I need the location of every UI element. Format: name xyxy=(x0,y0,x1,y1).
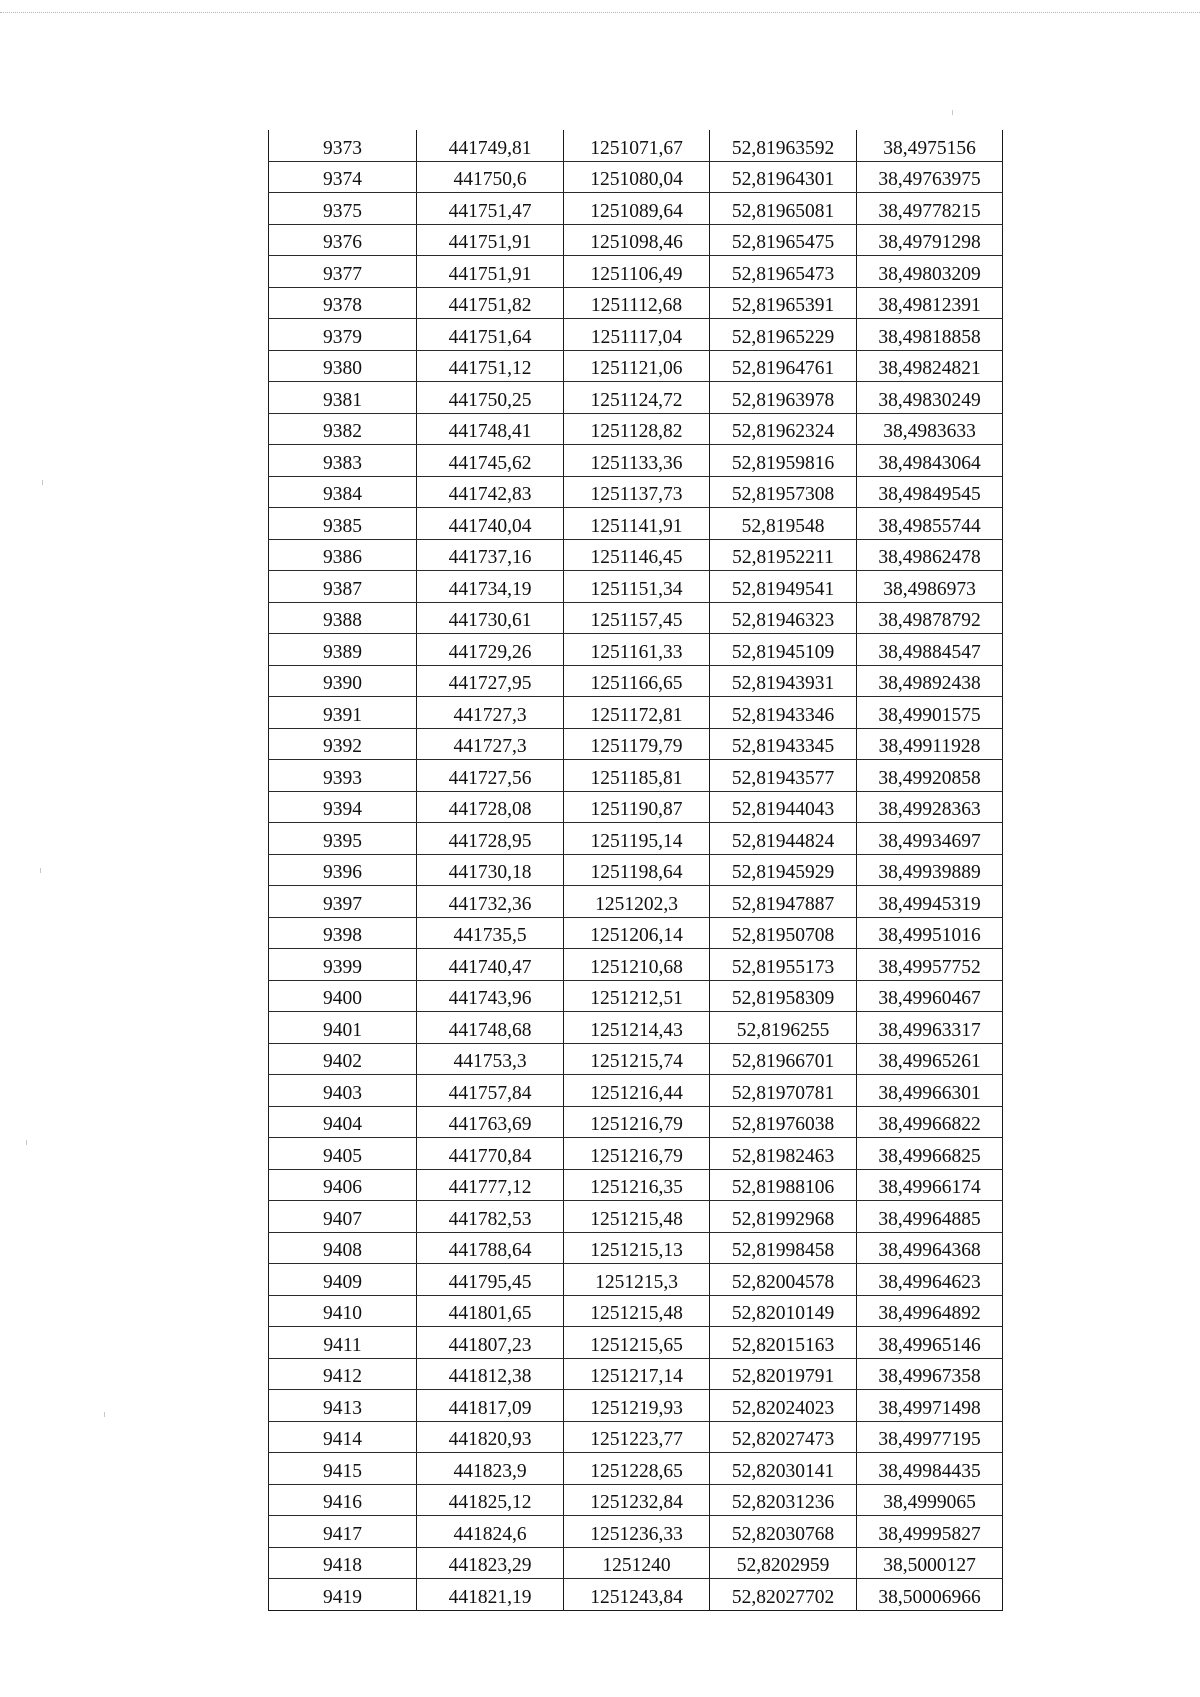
y-coordinate-cell: 1251121,06 xyxy=(564,350,710,382)
x-coordinate-cell: 441770,84 xyxy=(417,1138,564,1170)
y-coordinate-cell: 1251141,91 xyxy=(564,508,710,540)
table-row xyxy=(269,1327,1003,1359)
point-number-cell: 9392 xyxy=(269,728,417,760)
table-row xyxy=(269,886,1003,918)
x-coordinate-cell: 441734,19 xyxy=(417,571,564,603)
longitude-cell: 38,49901575 xyxy=(857,697,1003,729)
point-number-cell: 9417 xyxy=(269,1516,417,1548)
table-row xyxy=(269,949,1003,981)
y-coordinate-cell: 1251215,48 xyxy=(564,1295,710,1327)
x-coordinate-cell: 441743,96 xyxy=(417,980,564,1012)
y-coordinate-cell: 1251198,64 xyxy=(564,854,710,886)
longitude-cell: 38,49971498 xyxy=(857,1390,1003,1422)
point-number-cell: 9375 xyxy=(269,193,417,225)
longitude-cell: 38,49960467 xyxy=(857,980,1003,1012)
latitude-cell: 52,82024023 xyxy=(710,1390,857,1422)
y-coordinate-cell: 1251216,44 xyxy=(564,1075,710,1107)
latitude-cell: 52,82010149 xyxy=(710,1295,857,1327)
longitude-cell: 38,49812391 xyxy=(857,287,1003,319)
latitude-cell: 52,81965229 xyxy=(710,319,857,351)
longitude-cell: 38,50006966 xyxy=(857,1579,1003,1611)
x-coordinate-cell: 441737,16 xyxy=(417,539,564,571)
y-coordinate-cell: 1251190,87 xyxy=(564,791,710,823)
table-row xyxy=(269,287,1003,319)
longitude-cell: 38,49884547 xyxy=(857,634,1003,666)
latitude-cell: 52,82015163 xyxy=(710,1327,857,1359)
table-row xyxy=(269,1295,1003,1327)
longitude-cell: 38,49818858 xyxy=(857,319,1003,351)
x-coordinate-cell: 441751,91 xyxy=(417,256,564,288)
x-coordinate-cell: 441728,95 xyxy=(417,823,564,855)
latitude-cell: 52,81946323 xyxy=(710,602,857,634)
table-row xyxy=(269,1201,1003,1233)
point-number-cell: 9409 xyxy=(269,1264,417,1296)
latitude-cell: 52,81998458 xyxy=(710,1232,857,1264)
point-number-cell: 9418 xyxy=(269,1547,417,1579)
table-row xyxy=(269,854,1003,886)
point-number-cell: 9382 xyxy=(269,413,417,445)
longitude-cell: 38,49928363 xyxy=(857,791,1003,823)
point-number-cell: 9374 xyxy=(269,161,417,193)
x-coordinate-cell: 441729,26 xyxy=(417,634,564,666)
x-coordinate-cell: 441732,36 xyxy=(417,886,564,918)
latitude-cell: 52,81950708 xyxy=(710,917,857,949)
point-number-cell: 9384 xyxy=(269,476,417,508)
longitude-cell: 38,49951016 xyxy=(857,917,1003,949)
latitude-cell: 52,8196255 xyxy=(710,1012,857,1044)
longitude-cell: 38,49995827 xyxy=(857,1516,1003,1548)
point-number-cell: 9398 xyxy=(269,917,417,949)
point-number-cell: 9408 xyxy=(269,1232,417,1264)
table-row xyxy=(269,1453,1003,1485)
longitude-cell: 38,49830249 xyxy=(857,382,1003,414)
table-row xyxy=(269,319,1003,351)
point-number-cell: 9403 xyxy=(269,1075,417,1107)
x-coordinate-cell: 441730,61 xyxy=(417,602,564,634)
table-row xyxy=(269,791,1003,823)
y-coordinate-cell: 1251212,51 xyxy=(564,980,710,1012)
point-number-cell: 9401 xyxy=(269,1012,417,1044)
y-coordinate-cell: 1251151,34 xyxy=(564,571,710,603)
longitude-cell: 38,49843064 xyxy=(857,445,1003,477)
latitude-cell: 52,81965391 xyxy=(710,287,857,319)
point-number-cell: 9402 xyxy=(269,1043,417,1075)
longitude-cell: 38,49892438 xyxy=(857,665,1003,697)
scan-speck xyxy=(952,110,953,115)
point-number-cell: 9386 xyxy=(269,539,417,571)
y-coordinate-cell: 1251206,14 xyxy=(564,917,710,949)
latitude-cell: 52,82030768 xyxy=(710,1516,857,1548)
table-row xyxy=(269,728,1003,760)
y-coordinate-cell: 1251080,04 xyxy=(564,161,710,193)
longitude-cell: 38,4983633 xyxy=(857,413,1003,445)
longitude-cell: 38,49934697 xyxy=(857,823,1003,855)
x-coordinate-cell: 441763,69 xyxy=(417,1106,564,1138)
point-number-cell: 9389 xyxy=(269,634,417,666)
latitude-cell: 52,81958309 xyxy=(710,980,857,1012)
y-coordinate-cell: 1251146,45 xyxy=(564,539,710,571)
y-coordinate-cell: 1251124,72 xyxy=(564,382,710,414)
x-coordinate-cell: 441757,84 xyxy=(417,1075,564,1107)
table-row xyxy=(269,256,1003,288)
table-row xyxy=(269,476,1003,508)
x-coordinate-cell: 441812,38 xyxy=(417,1358,564,1390)
point-number-cell: 9377 xyxy=(269,256,417,288)
latitude-cell: 52,81949541 xyxy=(710,571,857,603)
y-coordinate-cell: 1251161,33 xyxy=(564,634,710,666)
longitude-cell: 38,49977195 xyxy=(857,1421,1003,1453)
table-row xyxy=(269,539,1003,571)
x-coordinate-cell: 441728,08 xyxy=(417,791,564,823)
longitude-cell: 38,5000127 xyxy=(857,1547,1003,1579)
table-row xyxy=(269,1012,1003,1044)
latitude-cell: 52,81965081 xyxy=(710,193,857,225)
table-row xyxy=(269,823,1003,855)
x-coordinate-cell: 441727,3 xyxy=(417,697,564,729)
table-row xyxy=(269,917,1003,949)
point-number-cell: 9407 xyxy=(269,1201,417,1233)
longitude-cell: 38,49964892 xyxy=(857,1295,1003,1327)
latitude-cell: 52,81943577 xyxy=(710,760,857,792)
x-coordinate-cell: 441740,04 xyxy=(417,508,564,540)
latitude-cell: 52,81945109 xyxy=(710,634,857,666)
x-coordinate-cell: 441788,64 xyxy=(417,1232,564,1264)
latitude-cell: 52,81943346 xyxy=(710,697,857,729)
x-coordinate-cell: 441735,5 xyxy=(417,917,564,949)
y-coordinate-cell: 1251179,79 xyxy=(564,728,710,760)
longitude-cell: 38,49965261 xyxy=(857,1043,1003,1075)
x-coordinate-cell: 441823,9 xyxy=(417,1453,564,1485)
table-row xyxy=(269,1075,1003,1107)
longitude-cell: 38,49957752 xyxy=(857,949,1003,981)
point-number-cell: 9373 xyxy=(269,130,417,161)
longitude-cell: 38,49763975 xyxy=(857,161,1003,193)
y-coordinate-cell: 1251228,65 xyxy=(564,1453,710,1485)
longitude-cell: 38,49966174 xyxy=(857,1169,1003,1201)
point-number-cell: 9391 xyxy=(269,697,417,729)
x-coordinate-cell: 441823,29 xyxy=(417,1547,564,1579)
table-row xyxy=(269,760,1003,792)
latitude-cell: 52,81964761 xyxy=(710,350,857,382)
x-coordinate-cell: 441751,47 xyxy=(417,193,564,225)
longitude-cell: 38,49803209 xyxy=(857,256,1003,288)
y-coordinate-cell: 1251137,73 xyxy=(564,476,710,508)
point-number-cell: 9396 xyxy=(269,854,417,886)
latitude-cell: 52,81944824 xyxy=(710,823,857,855)
y-coordinate-cell: 1251215,3 xyxy=(564,1264,710,1296)
longitude-cell: 38,49791298 xyxy=(857,224,1003,256)
table-row xyxy=(269,1547,1003,1579)
latitude-cell: 52,81943931 xyxy=(710,665,857,697)
x-coordinate-cell: 441748,41 xyxy=(417,413,564,445)
point-number-cell: 9394 xyxy=(269,791,417,823)
table-row xyxy=(269,1106,1003,1138)
x-coordinate-cell: 441745,62 xyxy=(417,445,564,477)
point-number-cell: 9406 xyxy=(269,1169,417,1201)
x-coordinate-cell: 441821,19 xyxy=(417,1579,564,1611)
y-coordinate-cell: 1251214,43 xyxy=(564,1012,710,1044)
point-number-cell: 9404 xyxy=(269,1106,417,1138)
table-row xyxy=(269,224,1003,256)
y-coordinate-cell: 1251216,35 xyxy=(564,1169,710,1201)
longitude-cell: 38,49911928 xyxy=(857,728,1003,760)
y-coordinate-cell: 1251117,04 xyxy=(564,319,710,351)
scan-speck xyxy=(104,1412,105,1417)
scan-top-edge xyxy=(0,12,1200,13)
point-number-cell: 9379 xyxy=(269,319,417,351)
y-coordinate-cell: 1251210,68 xyxy=(564,949,710,981)
table-row xyxy=(269,1421,1003,1453)
x-coordinate-cell: 441751,12 xyxy=(417,350,564,382)
latitude-cell: 52,82030141 xyxy=(710,1453,857,1485)
latitude-cell: 52,81964301 xyxy=(710,161,857,193)
latitude-cell: 52,81962324 xyxy=(710,413,857,445)
table-row xyxy=(269,350,1003,382)
x-coordinate-cell: 441817,09 xyxy=(417,1390,564,1422)
latitude-cell: 52,81947887 xyxy=(710,886,857,918)
scan-speck xyxy=(26,1140,27,1145)
y-coordinate-cell: 1251215,13 xyxy=(564,1232,710,1264)
point-number-cell: 9399 xyxy=(269,949,417,981)
latitude-cell: 52,81982463 xyxy=(710,1138,857,1170)
y-coordinate-cell: 1251089,64 xyxy=(564,193,710,225)
y-coordinate-cell: 1251166,65 xyxy=(564,665,710,697)
y-coordinate-cell: 1251215,65 xyxy=(564,1327,710,1359)
table-row xyxy=(269,413,1003,445)
latitude-cell: 52,81955173 xyxy=(710,949,857,981)
point-number-cell: 9395 xyxy=(269,823,417,855)
x-coordinate-cell: 441751,91 xyxy=(417,224,564,256)
y-coordinate-cell: 1251133,36 xyxy=(564,445,710,477)
longitude-cell: 38,49967358 xyxy=(857,1358,1003,1390)
latitude-cell: 52,81988106 xyxy=(710,1169,857,1201)
longitude-cell: 38,49984435 xyxy=(857,1453,1003,1485)
coordinates-table-body xyxy=(269,130,1003,1610)
point-number-cell: 9393 xyxy=(269,760,417,792)
longitude-cell: 38,49963317 xyxy=(857,1012,1003,1044)
longitude-cell: 38,49920858 xyxy=(857,760,1003,792)
point-number-cell: 9383 xyxy=(269,445,417,477)
longitude-cell: 38,49964885 xyxy=(857,1201,1003,1233)
longitude-cell: 38,49966301 xyxy=(857,1075,1003,1107)
y-coordinate-cell: 1251215,48 xyxy=(564,1201,710,1233)
x-coordinate-cell: 441750,25 xyxy=(417,382,564,414)
coordinates-table xyxy=(268,130,1003,1611)
latitude-cell: 52,81959816 xyxy=(710,445,857,477)
x-coordinate-cell: 441751,82 xyxy=(417,287,564,319)
longitude-cell: 38,4986973 xyxy=(857,571,1003,603)
point-number-cell: 9416 xyxy=(269,1484,417,1516)
y-coordinate-cell: 1251240 xyxy=(564,1547,710,1579)
y-coordinate-cell: 1251215,74 xyxy=(564,1043,710,1075)
point-number-cell: 9411 xyxy=(269,1327,417,1359)
point-number-cell: 9410 xyxy=(269,1295,417,1327)
latitude-cell: 52,82019791 xyxy=(710,1358,857,1390)
latitude-cell: 52,82027702 xyxy=(710,1579,857,1611)
latitude-cell: 52,81992968 xyxy=(710,1201,857,1233)
latitude-cell: 52,8202959 xyxy=(710,1547,857,1579)
table-row xyxy=(269,697,1003,729)
table-row xyxy=(269,382,1003,414)
point-number-cell: 9412 xyxy=(269,1358,417,1390)
x-coordinate-cell: 441753,3 xyxy=(417,1043,564,1075)
table-row xyxy=(269,1232,1003,1264)
latitude-cell: 52,81963978 xyxy=(710,382,857,414)
point-number-cell: 9414 xyxy=(269,1421,417,1453)
x-coordinate-cell: 441742,83 xyxy=(417,476,564,508)
latitude-cell: 52,81963592 xyxy=(710,130,857,161)
latitude-cell: 52,81965473 xyxy=(710,256,857,288)
point-number-cell: 9419 xyxy=(269,1579,417,1611)
table-row xyxy=(269,602,1003,634)
longitude-cell: 38,49824821 xyxy=(857,350,1003,382)
scan-speck xyxy=(40,868,41,873)
longitude-cell: 38,49966822 xyxy=(857,1106,1003,1138)
x-coordinate-cell: 441782,53 xyxy=(417,1201,564,1233)
point-number-cell: 9390 xyxy=(269,665,417,697)
scan-speck xyxy=(42,480,43,485)
latitude-cell: 52,82004578 xyxy=(710,1264,857,1296)
y-coordinate-cell: 1251202,3 xyxy=(564,886,710,918)
y-coordinate-cell: 1251216,79 xyxy=(564,1138,710,1170)
y-coordinate-cell: 1251157,45 xyxy=(564,602,710,634)
latitude-cell: 52,81966701 xyxy=(710,1043,857,1075)
table-row xyxy=(269,508,1003,540)
longitude-cell: 38,4975156 xyxy=(857,130,1003,161)
table-row xyxy=(269,130,1003,161)
latitude-cell: 52,82027473 xyxy=(710,1421,857,1453)
y-coordinate-cell: 1251106,49 xyxy=(564,256,710,288)
latitude-cell: 52,81943345 xyxy=(710,728,857,760)
y-coordinate-cell: 1251195,14 xyxy=(564,823,710,855)
longitude-cell: 38,49849545 xyxy=(857,476,1003,508)
longitude-cell: 38,49939889 xyxy=(857,854,1003,886)
latitude-cell: 52,81945929 xyxy=(710,854,857,886)
table-row xyxy=(269,445,1003,477)
point-number-cell: 9380 xyxy=(269,350,417,382)
point-number-cell: 9413 xyxy=(269,1390,417,1422)
x-coordinate-cell: 441750,6 xyxy=(417,161,564,193)
longitude-cell: 38,49862478 xyxy=(857,539,1003,571)
table-row xyxy=(269,1358,1003,1390)
y-coordinate-cell: 1251098,46 xyxy=(564,224,710,256)
y-coordinate-cell: 1251185,81 xyxy=(564,760,710,792)
point-number-cell: 9388 xyxy=(269,602,417,634)
table-row xyxy=(269,1043,1003,1075)
y-coordinate-cell: 1251216,79 xyxy=(564,1106,710,1138)
longitude-cell: 38,49945319 xyxy=(857,886,1003,918)
point-number-cell: 9376 xyxy=(269,224,417,256)
x-coordinate-cell: 441749,81 xyxy=(417,130,564,161)
y-coordinate-cell: 1251243,84 xyxy=(564,1579,710,1611)
x-coordinate-cell: 441740,47 xyxy=(417,949,564,981)
point-number-cell: 9415 xyxy=(269,1453,417,1485)
point-number-cell: 9378 xyxy=(269,287,417,319)
x-coordinate-cell: 441777,12 xyxy=(417,1169,564,1201)
longitude-cell: 38,49965146 xyxy=(857,1327,1003,1359)
table-row xyxy=(269,1264,1003,1296)
table-row xyxy=(269,161,1003,193)
latitude-cell: 52,81976038 xyxy=(710,1106,857,1138)
point-number-cell: 9400 xyxy=(269,980,417,1012)
point-number-cell: 9387 xyxy=(269,571,417,603)
longitude-cell: 38,49966825 xyxy=(857,1138,1003,1170)
latitude-cell: 52,81944043 xyxy=(710,791,857,823)
x-coordinate-cell: 441801,65 xyxy=(417,1295,564,1327)
longitude-cell: 38,49778215 xyxy=(857,193,1003,225)
longitude-cell: 38,49964623 xyxy=(857,1264,1003,1296)
table-row xyxy=(269,571,1003,603)
y-coordinate-cell: 1251217,14 xyxy=(564,1358,710,1390)
longitude-cell: 38,49855744 xyxy=(857,508,1003,540)
x-coordinate-cell: 441807,23 xyxy=(417,1327,564,1359)
y-coordinate-cell: 1251223,77 xyxy=(564,1421,710,1453)
table-row xyxy=(269,1138,1003,1170)
x-coordinate-cell: 441751,64 xyxy=(417,319,564,351)
y-coordinate-cell: 1251128,82 xyxy=(564,413,710,445)
latitude-cell: 52,81957308 xyxy=(710,476,857,508)
y-coordinate-cell: 1251112,68 xyxy=(564,287,710,319)
latitude-cell: 52,819548 xyxy=(710,508,857,540)
table-row xyxy=(269,1484,1003,1516)
longitude-cell: 38,49964368 xyxy=(857,1232,1003,1264)
y-coordinate-cell: 1251219,93 xyxy=(564,1390,710,1422)
x-coordinate-cell: 441730,18 xyxy=(417,854,564,886)
table-row xyxy=(269,634,1003,666)
x-coordinate-cell: 441820,93 xyxy=(417,1421,564,1453)
table-row xyxy=(269,1169,1003,1201)
table-row xyxy=(269,193,1003,225)
y-coordinate-cell: 1251172,81 xyxy=(564,697,710,729)
x-coordinate-cell: 441727,3 xyxy=(417,728,564,760)
x-coordinate-cell: 441824,6 xyxy=(417,1516,564,1548)
x-coordinate-cell: 441727,95 xyxy=(417,665,564,697)
table-row xyxy=(269,665,1003,697)
x-coordinate-cell: 441727,56 xyxy=(417,760,564,792)
table-row xyxy=(269,980,1003,1012)
x-coordinate-cell: 441748,68 xyxy=(417,1012,564,1044)
x-coordinate-cell: 441795,45 xyxy=(417,1264,564,1296)
point-number-cell: 9397 xyxy=(269,886,417,918)
latitude-cell: 52,81970781 xyxy=(710,1075,857,1107)
point-number-cell: 9381 xyxy=(269,382,417,414)
x-coordinate-cell: 441825,12 xyxy=(417,1484,564,1516)
table-row xyxy=(269,1516,1003,1548)
latitude-cell: 52,81965475 xyxy=(710,224,857,256)
longitude-cell: 38,49878792 xyxy=(857,602,1003,634)
latitude-cell: 52,81952211 xyxy=(710,539,857,571)
table-row xyxy=(269,1579,1003,1611)
y-coordinate-cell: 1251232,84 xyxy=(564,1484,710,1516)
longitude-cell: 38,4999065 xyxy=(857,1484,1003,1516)
point-number-cell: 9385 xyxy=(269,508,417,540)
point-number-cell: 9405 xyxy=(269,1138,417,1170)
y-coordinate-cell: 1251236,33 xyxy=(564,1516,710,1548)
y-coordinate-cell: 1251071,67 xyxy=(564,130,710,161)
latitude-cell: 52,82031236 xyxy=(710,1484,857,1516)
table-row xyxy=(269,1390,1003,1422)
